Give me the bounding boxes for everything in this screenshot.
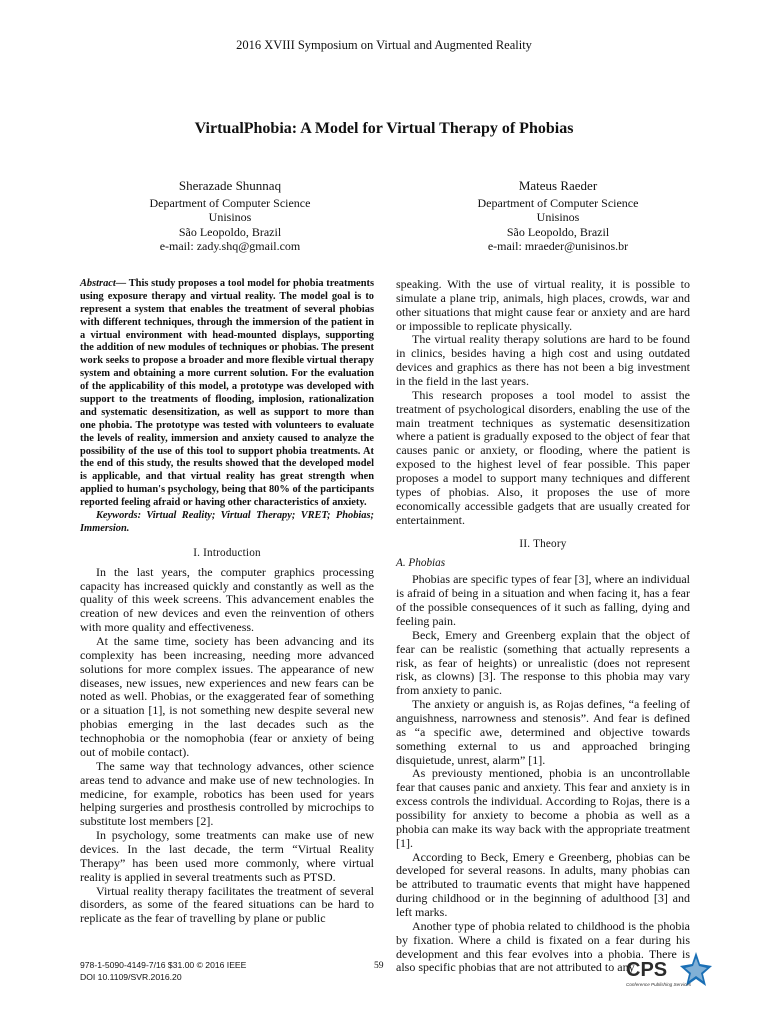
paragraph: According to Beck, Emery e Greenberg, phobias can be developed for several reasons. In adults, many phobias can be attributed to traumatic events that might have happened during childhood or in the beginning of adulthood [3] and left marks.: [396, 849, 690, 919]
author-block: [100, 178, 360, 253]
author-name: Sherazade Shunnaq: [178, 178, 282, 193]
footer-copyright: [80, 960, 246, 983]
abstract-text: This study proposes a tool model for phobia treatments using exposure therapy and virtual reality. The model goal is to represent a system that enables the treatment of several phobias with different techniques, through the immersion of the patient in a virtual environment with head-mounted displays, supporting the addition of new modules of techniques or phobias. The present work seeks to propose a broader and more flexible virtual therapy system and obtaining a more current solution. For the evaluation of the applicability of this model, a prototype was developed with support to the treatments of flooding, implosion, rationalization and systematic desensitization, as well as support to more than one phobia. The prototype was tested with volunteers to evaluate the levels of reality, immersion and anxiety caused to analyze the possibility of the use of this tool to support phobia treatments. At the end of this study, the results showed that the developed model is applicable, and that virtual reality has great strength when applied to human's psychology, being that 80% of the participants reported feeling afraid or having other characteristics of anxiety.: [80, 278, 374, 509]
right-column: [396, 278, 690, 975]
author-institution: Unisinos: [208, 210, 252, 225]
paragraph: Another type of phobia related to childhood is the phobia by fixation. Where a child is fixated on a fear during his development and this fear evolves into a phobia. There is also specific phobias that are not attributed to any: [396, 918, 690, 975]
paragraph: Phobias are specific types of fear [3], where an individual is afraid of being in a situation and when facing it, has a fear of the possible consequences of it such as falling, dying and feeling pain.: [396, 572, 690, 628]
paragraph: Virtual reality therapy facilitates the treatment of several disorders, as some of the feared situations can be hard to replicate as the fear of travelling by plane or public: [80, 883, 374, 926]
abstract-lead: Abstract—: [80, 278, 127, 289]
section-heading-theory: II. Theory: [519, 538, 567, 551]
left-column: [80, 278, 374, 926]
paragraph: The virtual reality therapy solutions are hard to be found in clinics, besides having a high cost and using outdated devices and graphics as there has not been a big investment in the field in the last years.: [396, 332, 690, 389]
author-department: Department of Computer Science: [477, 196, 639, 211]
author-email: e-mail: mraeder@unisinos.br: [487, 238, 629, 253]
paragraph: This research proposes a tool model to assist the treatment of psychological disorders, enabling the use of the main treatment techniques as systematic desensitization where a patient is gradually exposed to the object of fear that causes panic or anxiety, or flooding, where the patient is exposed to the highest level of fear possible. This paper proposes a model to support many techniques and different types of phobias. Also, it proposes the use of more economically accessible gadgets that are usually created for entertainment.: [396, 387, 690, 527]
subsection-heading-phobias: A. Phobias: [396, 557, 446, 570]
author-location: São Leopoldo, Brazil: [178, 224, 282, 239]
author-block: [428, 178, 688, 253]
paragraph: In psychology, some treatments can make use of new devices. In the last decade, the term “Virtual Reality Therapy” has been used more commonly, where virtual reality is applied in several treatments such as PTSD.: [80, 828, 374, 884]
footer-isbn: 978-1-5090-4149-7/16 $31.00 © 2016 IEEE: [80, 960, 247, 970]
paragraph: speaking. With the use of virtual reality, it is possible to simulate a plane trip, animals, high places, crowds, war and other situations that might cause fear or anxiety and are hard or impossible to replicate physically.: [396, 277, 690, 333]
cps-logo: [624, 950, 714, 994]
logo-text: CPS: [626, 959, 668, 981]
author-location: São Leopoldo, Brazil: [506, 224, 610, 239]
abstract: [80, 278, 374, 510]
paragraph: In the last years, the computer graphics processing capacity has increased quickly and constantly as well as the quality of this week screens. This advancement enables the creation of new devices and even the reinvention of others with more quality and effectiveness.: [80, 564, 374, 635]
paragraph: Beck, Emery and Greenberg explain that the object of fear can be realistic (something that actually represents a risk, as fear of heights) or unrealistic (does not represent risk, as clowns) [3]. The response to this phobia may vary from anxiety to panic.: [396, 627, 690, 698]
author-institution: Unisinos: [536, 210, 580, 225]
author-email: e-mail: zady.shq@gmail.com: [159, 238, 301, 253]
logo-subtitle: Conference Publishing Services: [626, 982, 692, 987]
conference-header: 2016 XVIII Symposium on Virtual and Augmented Reality: [236, 38, 532, 52]
paragraph: The same way that technology advances, other science areas tend to advance and make use of new technologies. In medicine, for example, robotics has been used for years helping surgeries and prosthesis controlled by microchips to substitute lost members [2].: [80, 758, 374, 829]
footer-doi: DOI 10.1109/SVR.2016.20: [80, 971, 182, 982]
keywords: Keywords: Virtual Reality; Virtual Therapy; VRET; Phobias; Immersion.: [80, 510, 374, 534]
section-heading-introduction: I. Introduction: [193, 546, 261, 559]
author-department: Department of Computer Science: [149, 196, 311, 211]
paragraph: At the same time, society has been advancing and its complexity has been increasing, needing more advanced solutions for more complex issues. The appearance of new diseases, new issues, new experiences and new fears can be noted as well. Phobias, or the exaggerated fear of something or a situation [1], is not something new despite several new phobias emerging in the last decades such as the technophobia or the nomophobia (fear or anxiety of being out of mobile contact).: [80, 634, 374, 759]
cps-star-icon: [680, 952, 712, 986]
paragraph: As previousty mentioned, phobia is an uncontrollable fear that causes panic and anxiety. This fear and anxiety is in excess controls the individual. According to Rojas, there is a possibility for anxiety to become a phobia as well as a phobia can make its way back with the appropriate treatment [1].: [396, 766, 690, 850]
paragraph: The anxiety or anguish is, as Rojas defines, “a feeling of anguishness, narrowness and stenosis”. And fear is defined as “a specific awe, determined and objective towards something external to us and approached bringing disquietude, unrest, alarm” [1].: [396, 697, 690, 767]
author-name: Mateus Raeder: [518, 178, 598, 193]
page-number: 59: [374, 960, 384, 971]
paper-title: VirtualPhobia: A Model for Virtual Therapy of Phobias: [194, 120, 574, 137]
